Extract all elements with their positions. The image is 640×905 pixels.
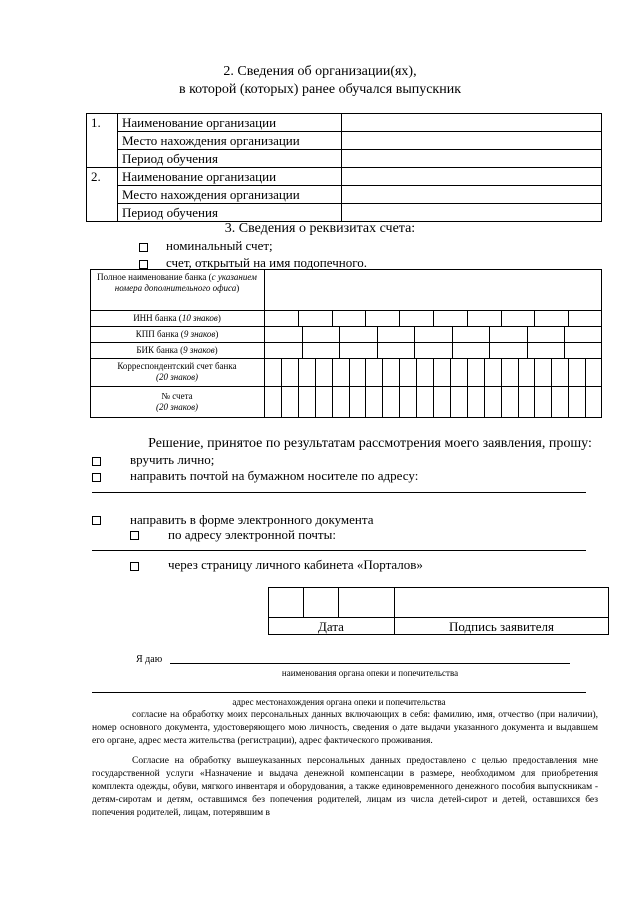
consent-ya-dayu: Я даю xyxy=(136,654,163,665)
label-note: с указанием номера дополнительного офиса xyxy=(114,272,257,293)
bik-digit-cell[interactable] xyxy=(264,342,302,358)
bik-digit-cell[interactable] xyxy=(339,342,377,358)
consent-paragraph-2: Согласие на обработку вышеуказанных персональных данных предоставлено с целью предоставления мне государственной услуги «Назначение и выдача денежной компенсации в размере, необходимом для приобретения комплекта одежды, обуви, мягкого инвентаря и оборудования, а также единовременного денежного пособия выпускникам - детям-сиротам и детям, оставшимся без попечения родителей, лицам из числа детей-сирот и детей, оставшихся без попечения родителей, лицам, потерявшим в xyxy=(92,756,598,818)
checkbox-portal[interactable] xyxy=(130,562,139,571)
corr-account-digit-cell[interactable] xyxy=(281,358,298,386)
kpp-digit-cell[interactable] xyxy=(489,326,527,342)
inn-digit-cell[interactable] xyxy=(568,310,602,326)
account-number-digit-cell[interactable] xyxy=(551,386,568,418)
table-row xyxy=(87,132,602,150)
bank-account-number-label xyxy=(94,391,260,413)
bank-corr-account-label xyxy=(94,361,260,383)
guardianship-org-caption: наименования органа опеки и попечительства xyxy=(281,668,459,678)
guardianship-address-caption: адрес местонахождения органа опеки и попечительства xyxy=(232,697,446,707)
guardianship-org-line[interactable] xyxy=(170,663,570,664)
checkbox-nominal-account[interactable] xyxy=(139,243,148,252)
option-personal-account: счет, открытый на имя подопечного. xyxy=(166,255,367,270)
account-number-digit-cell[interactable] xyxy=(298,386,315,418)
bank-kpp-label xyxy=(94,329,260,340)
org-label: Место нахождения организации xyxy=(118,132,342,150)
bik-digit-cell[interactable] xyxy=(452,342,490,358)
bank-bik-label xyxy=(94,345,260,356)
account-number-digit-cell[interactable] xyxy=(416,386,433,418)
option-nominal-account: номинальный счет; xyxy=(166,238,273,253)
label-text: ИНН банка ( xyxy=(133,313,182,323)
mail-address-line[interactable] xyxy=(92,492,586,493)
corr-account-digit-cell[interactable] xyxy=(484,358,501,386)
account-number-digit-cell[interactable] xyxy=(281,386,298,418)
corr-account-digit-cell[interactable] xyxy=(467,358,484,386)
org-value-field[interactable] xyxy=(342,204,602,222)
label-note: 10 знаков xyxy=(181,313,218,323)
org-label: Период обучения xyxy=(118,204,342,222)
date-year-field[interactable] xyxy=(339,588,394,617)
checkbox-mail[interactable] xyxy=(92,473,101,482)
account-number-digit-cell[interactable] xyxy=(585,386,602,418)
corr-account-digit-cell[interactable] xyxy=(365,358,382,386)
inn-digit-cell[interactable] xyxy=(399,310,433,326)
inn-digit-cell[interactable] xyxy=(501,310,535,326)
account-number-digit-cell[interactable] xyxy=(501,386,518,418)
kpp-digit-cell[interactable] xyxy=(264,326,302,342)
checkbox-email[interactable] xyxy=(130,531,139,540)
bank-full-name-field[interactable] xyxy=(265,270,601,310)
account-number-digit-cell[interactable] xyxy=(467,386,484,418)
corr-account-digit-cell[interactable] xyxy=(382,358,399,386)
corr-account-digit-cell[interactable] xyxy=(585,358,602,386)
inn-digit-cell[interactable] xyxy=(534,310,568,326)
organization-table xyxy=(86,113,602,222)
signature-divider xyxy=(268,617,609,618)
account-number-digit-cell[interactable] xyxy=(365,386,382,418)
label-close: ) xyxy=(215,329,219,339)
org-label: Место нахождения организации xyxy=(118,186,342,204)
option-mail: направить почтой на бумажном носителе по адресу: xyxy=(130,468,419,483)
label-text: № счета xyxy=(161,391,193,401)
account-number-digit-cell[interactable] xyxy=(534,386,551,418)
option-electronic: направить в форме электронного документа xyxy=(130,512,374,527)
inn-digit-cell[interactable] xyxy=(264,310,298,326)
checkbox-personal[interactable] xyxy=(92,457,101,466)
corr-account-digit-cell[interactable] xyxy=(264,358,281,386)
inn-digit-cell[interactable] xyxy=(365,310,399,326)
consent-paragraph-1: согласие на обработку моих персональных данных включающих в себя: фамилию, имя, отчество (при наличии), номер основного документа, удостоверяющего мою личность, сведения о дате выдачи указанного документа и выдавшем его органе, адрес места жительства (регистрации), адрес фактического проживания. xyxy=(92,710,598,746)
org-label: Период обучения xyxy=(118,150,342,168)
org-label: Наименование организации xyxy=(118,168,342,186)
bik-digit-cell[interactable] xyxy=(377,342,415,358)
bik-digit-cell[interactable] xyxy=(527,342,565,358)
option-portal: через страницу личного кабинета «Порталов» xyxy=(168,557,423,572)
checkbox-personal-account[interactable] xyxy=(139,260,148,269)
option-personal: вручить лично; xyxy=(130,452,215,467)
option-email: по адресу электронной почты: xyxy=(168,527,336,542)
corr-account-digit-cell[interactable] xyxy=(416,358,433,386)
checkbox-electronic[interactable] xyxy=(92,516,101,525)
corr-account-digit-cell[interactable] xyxy=(450,358,467,386)
label-note: 9 знаков xyxy=(183,329,216,339)
account-number-digit-cell[interactable] xyxy=(349,386,366,418)
corr-account-digit-cell[interactable] xyxy=(399,358,416,386)
account-number-digit-cell[interactable] xyxy=(518,386,535,418)
bank-inn-label xyxy=(94,313,260,324)
corr-account-digit-cell[interactable] xyxy=(518,358,535,386)
decision-title: Решение, принятое по результатам рассмотрения моего заявления, прошу: xyxy=(148,436,592,451)
corr-account-digit-cell[interactable] xyxy=(568,358,585,386)
account-number-digit-cell[interactable] xyxy=(568,386,585,418)
corr-account-digit-cell[interactable] xyxy=(534,358,551,386)
account-number-digit-cell[interactable] xyxy=(315,386,332,418)
corr-account-digit-cell[interactable] xyxy=(349,358,366,386)
account-number-digit-cell[interactable] xyxy=(264,386,281,418)
table-row xyxy=(87,168,602,186)
account-number-digit-cell[interactable] xyxy=(399,386,416,418)
section2-title xyxy=(0,64,640,98)
table-row xyxy=(87,150,602,168)
corr-account-digit-cell[interactable] xyxy=(501,358,518,386)
kpp-digit-cell[interactable] xyxy=(527,326,565,342)
account-number-digit-cell[interactable] xyxy=(382,386,399,418)
kpp-digit-cell[interactable] xyxy=(564,326,602,342)
account-number-digit-cell[interactable] xyxy=(450,386,467,418)
table-row xyxy=(87,186,602,204)
label-close: ) xyxy=(236,283,240,293)
org-value-field[interactable] xyxy=(342,132,602,150)
label-text: Корреспондентский счет банка xyxy=(117,361,237,371)
section3-title: 3. Сведения о реквизитах счета: xyxy=(224,221,416,236)
inn-digit-cell[interactable] xyxy=(467,310,501,326)
email-address-line[interactable] xyxy=(92,550,586,551)
account-number-digit-cell[interactable] xyxy=(332,386,349,418)
section2-title-line2: в которой (которых) ранее обучался выпускник xyxy=(178,82,462,97)
corr-account-digit-cell[interactable] xyxy=(315,358,332,386)
label-note: 9 знаков xyxy=(183,345,215,355)
signature-field[interactable] xyxy=(395,588,608,617)
org-number: 1. xyxy=(87,114,118,168)
label-text: БИК банка ( xyxy=(136,345,184,355)
kpp-digit-cell[interactable] xyxy=(339,326,377,342)
corr-account-digit-cell[interactable] xyxy=(551,358,568,386)
label-text: КПП банка ( xyxy=(135,329,184,339)
table-row xyxy=(87,114,602,132)
org-value-field[interactable] xyxy=(342,168,602,186)
org-label: Наименование организации xyxy=(118,114,342,132)
inn-digit-cell[interactable] xyxy=(433,310,467,326)
kpp-digit-cell[interactable] xyxy=(414,326,452,342)
label-close: ) xyxy=(214,345,218,355)
corr-account-digit-cell[interactable] xyxy=(433,358,450,386)
table-row xyxy=(87,204,602,222)
kpp-digit-cell[interactable] xyxy=(377,326,415,342)
org-number: 2. xyxy=(87,168,118,222)
inn-digit-cell[interactable] xyxy=(332,310,366,326)
inn-digit-cell[interactable] xyxy=(298,310,332,326)
date-day-field[interactable] xyxy=(269,588,303,617)
corr-account-digit-cell[interactable] xyxy=(298,358,315,386)
account-number-digit-cell[interactable] xyxy=(433,386,450,418)
kpp-digit-cell[interactable] xyxy=(452,326,490,342)
label-note: (20 знаков) xyxy=(156,402,198,412)
corr-account-digit-cell[interactable] xyxy=(332,358,349,386)
bank-full-name-label xyxy=(94,272,260,294)
date-month-field[interactable] xyxy=(304,588,338,617)
signature-label: Подпись заявителя xyxy=(449,619,554,634)
kpp-digit-cell[interactable] xyxy=(302,326,340,342)
bik-digit-cell[interactable] xyxy=(414,342,452,358)
label-note: (20 знаков) xyxy=(156,372,198,382)
bik-digit-cell[interactable] xyxy=(489,342,527,358)
org-value-field[interactable] xyxy=(342,114,602,132)
org-value-field[interactable] xyxy=(342,150,602,168)
bik-digit-cell[interactable] xyxy=(302,342,340,358)
section2-title-line1: 2. Сведения об организации(ях), xyxy=(223,64,417,79)
org-value-field[interactable] xyxy=(342,186,602,204)
bik-digit-cell[interactable] xyxy=(564,342,602,358)
account-number-digit-cell[interactable] xyxy=(484,386,501,418)
label-close: ) xyxy=(217,313,221,323)
guardianship-address-line[interactable] xyxy=(92,692,586,693)
label-text: Полное наименование банка ( xyxy=(97,272,212,282)
date-label: Дата xyxy=(318,619,344,634)
